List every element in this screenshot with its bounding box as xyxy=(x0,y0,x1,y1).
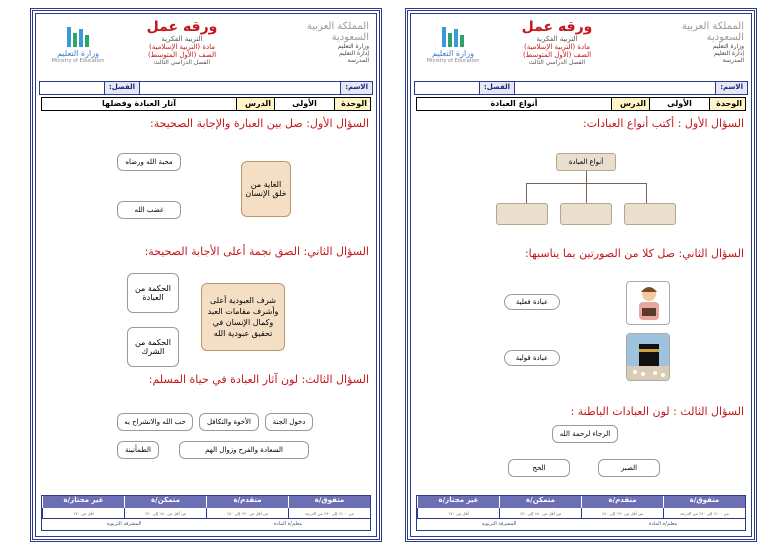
unit-row: الوحدة الأولى الدرس آثار العبادة وفضلها xyxy=(41,97,371,111)
worksheet-title: ورقه عمل xyxy=(146,19,218,35)
option-hajj[interactable]: الحج xyxy=(508,459,570,477)
effect-tranquility[interactable]: الطمأنينة xyxy=(117,441,159,459)
option-wisdom-shirk[interactable]: الحكمة من الشرك xyxy=(127,327,179,367)
name-row: الاسم: الفصل: xyxy=(39,81,373,95)
tree-answer-box[interactable] xyxy=(624,203,676,225)
option-patience[interactable]: الصبر xyxy=(598,459,660,477)
tree-answer-box[interactable] xyxy=(560,203,612,225)
option-wisdom-worship[interactable]: الحكمة من العبادة xyxy=(127,273,179,313)
match-option-actions[interactable]: عبادة فعلية xyxy=(504,294,560,310)
kingdom-emblem: المملكة العربية السعودية xyxy=(306,21,369,43)
sheet-header: وزارة التعليم Ministry of Education ورقه عمل التربية الفكرية مادة (التربية الإسلامية) الصف (الأول المتوسط) الفصل الدراسي الثالث المملكة العربية السعودية وزارة التعليم إدارة التعليم المدرسة xyxy=(414,17,748,79)
name-field[interactable] xyxy=(514,82,715,94)
question-2: السؤال الثاني: الصق نجمة أعلى الأجابة الصحيحة: xyxy=(144,245,369,258)
question-3: السؤال الثالث: لون آثار العبادة في حياة المسلم: xyxy=(148,373,369,386)
effect-paradise[interactable]: دخول الجنة xyxy=(265,413,313,431)
unit-row: الوحدة الأولى الدرس أنواع العبادة xyxy=(416,97,746,111)
question-1: السؤال الأول : أكتب أنواع العبادات: xyxy=(582,117,744,130)
question-2: السؤال الثاني: صل كلا من الصورتين بما يناسبها: xyxy=(524,247,744,260)
name-row: الاسم: الفصل: xyxy=(414,81,748,95)
lesson-title: آثار العبادة وفضلها xyxy=(102,99,176,108)
ministry-logo: وزارة التعليم Ministry of Education xyxy=(418,27,488,64)
sheet-header: وزارة التعليم Ministry of Education ورقه عمل التربية الفكرية مادة (التربية الإسلامية) الصف (الأول المتوسط) الفصل الدراسي الثالث المملكة العربية السعودية وزارة التعليم إدارة التعليم المدرسة xyxy=(39,17,373,79)
effect-love[interactable]: حب الله والانشراح به xyxy=(117,413,193,431)
ministry-logo: وزارة التعليم Ministry of Education xyxy=(43,27,113,64)
worksheet-left xyxy=(30,8,382,542)
effect-brotherhood[interactable]: الأخوة والتكافل xyxy=(199,413,259,431)
name-field[interactable] xyxy=(139,82,340,94)
reading-quran-picture xyxy=(626,281,670,325)
grading-footer: متفوق/ة متقدم/ة متمكن/ة غير مجتاز/ة من ١٠٠٪ إلى ٩٠٪ من الدرجة من أقل من ٩٠٪ إلى ٨٠٪ من أقل من ٨٠٪ إلى ٧٠٪ أقل من ٧٠٪ معلم/ة المادة المشرفة التربوية xyxy=(41,495,371,531)
class-field[interactable] xyxy=(415,82,479,94)
question-1: السؤال الأول: صل بين العبارة والإجابة الصحيحة: xyxy=(150,117,369,130)
effect-happiness[interactable]: السعادة والفرح وزوال الهم xyxy=(179,441,309,459)
class-field[interactable] xyxy=(40,82,104,94)
worksheet-right xyxy=(405,8,757,542)
option-hope[interactable]: الرجاء لرحمة الله xyxy=(552,425,618,443)
tree-answer-box[interactable] xyxy=(496,203,548,225)
lesson-title: أنواع العبادة xyxy=(490,99,538,108)
phrase-card-purpose: الغاية من خلق الإنسان xyxy=(241,161,291,217)
kingdom-emblem: المملكة العربية السعودية xyxy=(681,21,744,43)
answer-love-of-allah[interactable]: محبة الله ورضاه xyxy=(117,153,181,171)
kaaba-picture xyxy=(626,333,670,381)
match-option-words[interactable]: عبادة قولية xyxy=(504,350,560,366)
answer-wrath-of-allah[interactable]: غضب الله xyxy=(117,201,181,219)
tree-root: أنواع العبادة xyxy=(556,153,616,171)
phrase-card-honor: شرف العبودية أعلى وأشرف مقامات العبد وكمال الإنسان في تحقيق عبودية الله xyxy=(201,283,285,351)
worksheet-title: ورقه عمل xyxy=(521,19,593,35)
grading-footer: متفوق/ة متقدم/ة متمكن/ة غير مجتاز/ة من ١٠٠٪ إلى ٩٠٪ من الدرجة من أقل من ٩٠٪ إلى ٨٠٪ من أقل من ٨٠٪ إلى ٧٠٪ أقل من ٧٠٪ معلم/ة المادة المشرفة التربوية xyxy=(416,495,746,531)
question-3: السؤال الثالث : لون العبادات الباطنة : xyxy=(570,405,744,418)
